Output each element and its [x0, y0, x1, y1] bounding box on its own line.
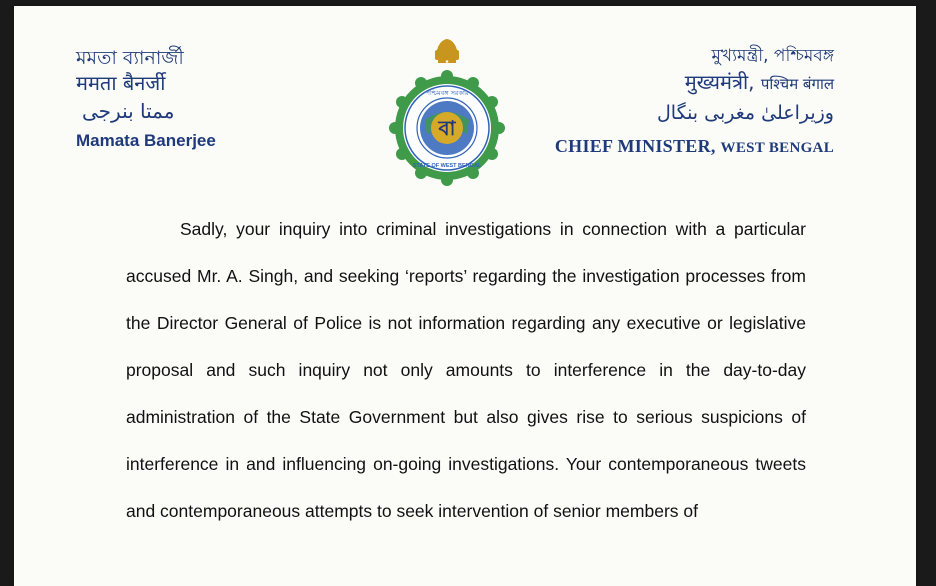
title-urdu: وزیراعلیٰ مغربی بنگال	[656, 102, 834, 124]
name-english: Mamata Banerjee	[76, 131, 216, 150]
state-emblem-icon	[382, 36, 512, 186]
letterhead-right	[555, 44, 834, 162]
emblem-top-text: পশ্চিমবঙ্গ সরকার	[425, 89, 469, 97]
title-hindi-main: मुख्यमंत्री,	[684, 70, 755, 94]
letter-body	[126, 206, 806, 535]
name-hindi: ममता बैनर्जी	[76, 71, 166, 95]
name-bengali: মমতা ব্যানার্জী	[76, 47, 184, 69]
emblem-center-glyph: বা	[438, 116, 456, 140]
title-hindi	[555, 68, 834, 98]
title-english-region: WEST BENGAL	[720, 140, 834, 156]
letter-page	[14, 6, 916, 586]
title-hindi-region: पश्चिम बंगाल	[760, 75, 834, 93]
title-english	[555, 132, 834, 162]
title-bengali: মুখ্যমন্ত্রী, পশ্চিমবঙ্গ	[711, 46, 834, 66]
lion-capital-icon	[435, 39, 459, 63]
letterhead-left	[76, 46, 216, 154]
emblem-bottom-text: STATE OF WEST BENGAL	[412, 163, 482, 169]
body-paragraph: Sadly, your inquiry into criminal investigations in connection with a particular accused Mr. A. Singh, and seeking ‘reports’ regarding the investigation processes from the Director General of Police is not information regarding any executive or legislative proposal and such inquiry not only amounts to interference in the day-to-day administration of the State Government but also gives rise to serious suspicions of interference in and influencing on-going investigations. Your contemporaneous tweets and contemporaneous attempts to seek intervention of senior members of	[126, 219, 806, 521]
name-urdu: ممتا بنرجی	[82, 99, 175, 123]
title-english-main: CHIEF MINISTER,	[554, 136, 716, 156]
